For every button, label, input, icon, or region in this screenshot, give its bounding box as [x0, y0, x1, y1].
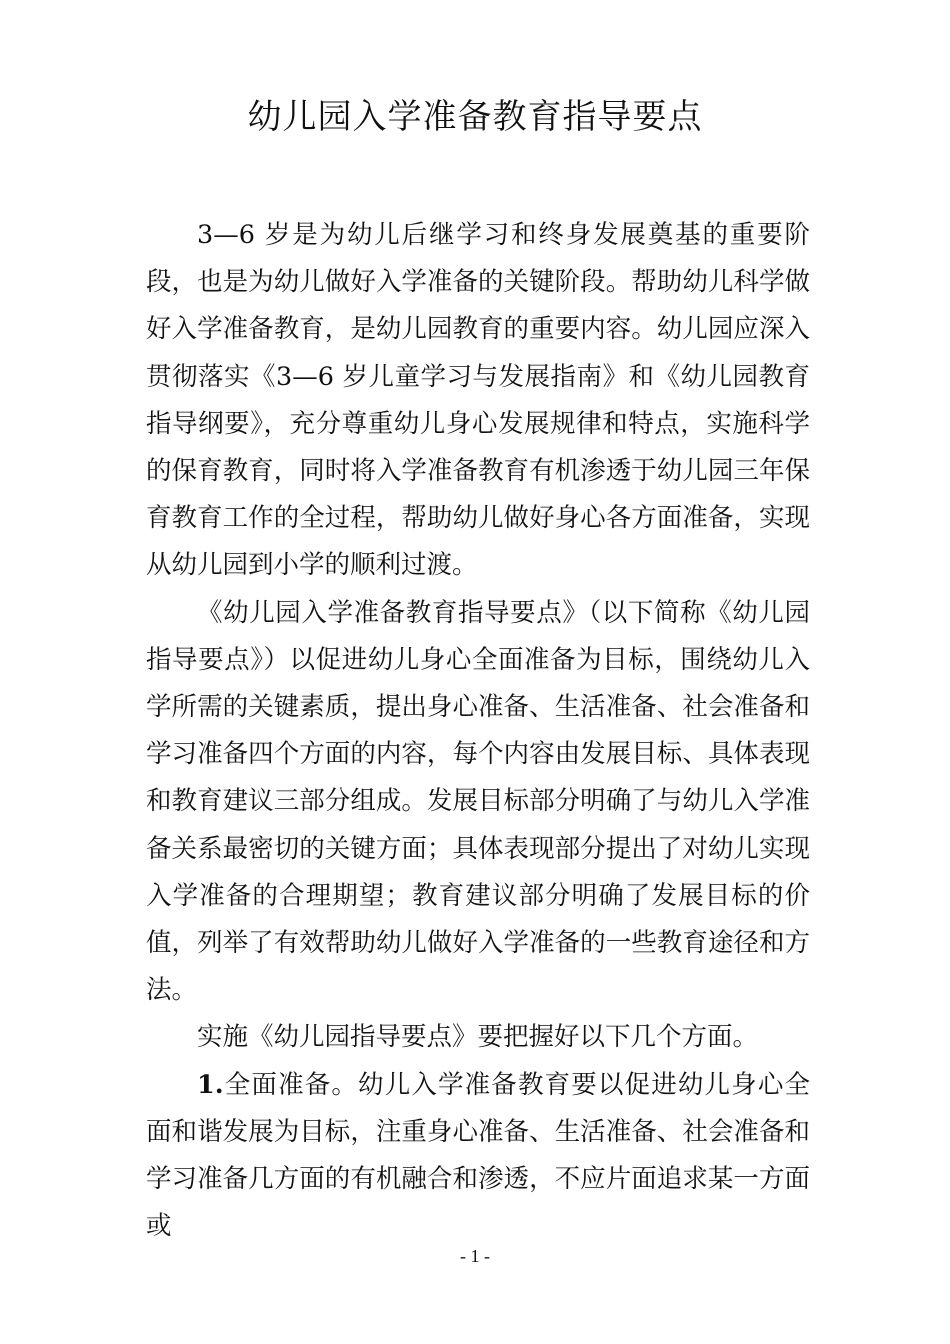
paragraph-implementation: 实施《幼儿园指导要点》要把握好以下几个方面。	[197, 1022, 759, 1053]
document-body	[146, 212, 810, 1250]
paragraph-intro: 3—6 岁是为幼儿后继学习和终身发展奠基的重要阶段，也是为幼儿做好入学准备的关键阶段。帮助幼儿科学做好入学准备教育，是幼儿园教育的重要内容。幼儿园应深入贯彻落实《3—6 岁儿童学习与发展指南》和《幼儿园教育指导纲要》，充分尊重幼儿身心发展规律和特点，实施科学的保育教育，同时将入学准备教育有机渗透于幼儿园三年保育教育工作的全过程，帮助幼儿做好身心各方面准备，实现从幼儿园到小学的顺利过渡。	[146, 220, 810, 581]
page-number: - 1 -	[460, 1246, 490, 1266]
point-number: 1.	[197, 1069, 224, 1100]
paragraph-overview: 《幼儿园入学准备教育指导要点》（以下简称《幼儿园指导要点》）以促进幼儿身心全面准备为目标，围绕幼儿入学所需的关键素质，提出身心准备、生活准备、社会准备和学习准备四个方面的内容，每个内容由发展目标、具体表现和教育建议三部分组成。发展目标部分明确了与幼儿入学准备关系最密切的关键方面；具体表现部分提出了对幼儿实现入学准备的合理期望；教育建议部分明确了发展目标的价值，列举了有效帮助幼儿做好入学准备的一些教育途径和方法。	[146, 597, 810, 1006]
point-text: 全面准备。幼儿入学准备教育要以促进幼儿身心全面和谐发展为目标，注重身心准备、生活准备、社会准备和学习准备几方面的有机融合和渗透，不应片面追求某一方面或	[146, 1069, 810, 1242]
paragraph-point-1	[146, 1062, 810, 1251]
document-title: 幼儿园入学准备教育指导要点	[247, 97, 703, 137]
